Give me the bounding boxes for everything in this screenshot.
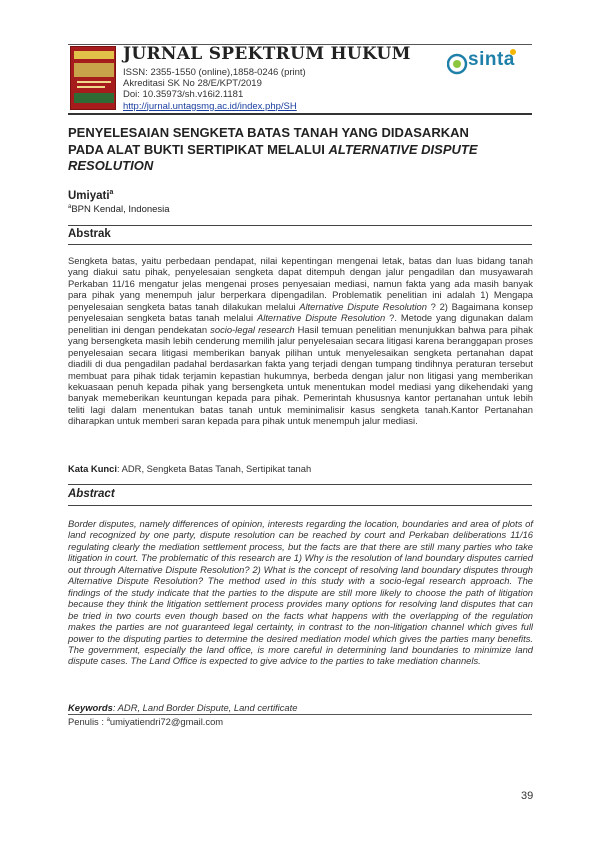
- abstract-heading: Abstract: [68, 488, 115, 500]
- abstrak-top-rule: [68, 225, 532, 226]
- kata-kunci: Kata Kunci: ADR, Sengketa Batas Tanah, Sertipikat tanah: [68, 463, 312, 474]
- abstract-top-rule: [68, 484, 532, 485]
- journal-name: JURNAL SPEKTRUM HUKUM: [123, 44, 411, 64]
- abstrak-body: Sengketa batas, yaitu perbedaan pendapat, nilai kepentingan mengenai letak, batas dan luas bidang tanah yang diakui satu pihak, penyelesaian sengketa dapat ditempuh dengan jalur pengadilan dan musyawarah Perkaban 11/16 mengatur jelas mengenai proses penyesaian mediasi, namun fakta yang ada masih banyak para pihak yang menempuh jalur berperkara dipengadilan. Problematik penelitian ini adalah 1) Mengapa penyelesaian sengketa batas tanah dilakukan melalui Alternative Dispute Resolution ? 2) Bagaimana konsep penyelesaian sengketa batas tanah melalui Alternative Dispute Resolution ?. Metode yang digunakan dalam penelitian ini dengan pendekatan socio-legal research Hasil temuan penelitian menunjukkan bahwa para pihak yang bersengketa masih lebih cenderung memilih jalur penyelesaian secara litigasi karena beranggapan proses penyelesaian secara litigasi memberikan banyak pilihan untuk menyelesaikan sengketa pertanahan dapat diadili di dua pengadilan padahal berdasarkan fakta yang terjadi dengan tumpang tindihnya peraturan tersebut membuat para pihak tidak terjamin kepastian hukumnya, berbeda dengan jalur non litigasi yang memberikan kekuasaan penuh kepada pihak yang bersengketa untuk menentukan model mediasi yang dikehendaki yang banyak memeberikan keuntungan kepada para pihak. Pemerintah khususnya kantor pertanahan untuk lebih teliti lagi dalam menentukan batas tanah untuk meminimalisir kasus sengketa tanah.Kantor Pertanahan diharapkan untuk memberi saran kepada para pihak untuk menempuh jalur mediasi.: [68, 255, 534, 427]
- keywords: Keywords: ADR, Land Border Dispute, Land certificate: [68, 702, 298, 713]
- abstract-bottom-rule: [68, 505, 532, 506]
- article-title: [68, 125, 533, 175]
- title-line-2: PADA ALAT BUKTI SERTIPIKAT MELALUI ALTERNATIVE DISPUTE: [68, 141, 478, 157]
- sinta-logo-text: sinta: [468, 49, 515, 70]
- author-affiliation: $^a$BPN Kendal, Indonesia: [68, 204, 170, 216]
- journal-meta: [123, 67, 306, 112]
- footnote-rule: [68, 714, 532, 715]
- journal-doi: Doi: 10.35973/sh.v16i2.1181: [123, 89, 244, 101]
- journal-issn: ISSN: 2355-1550 (online),1858-0246 (print): [123, 67, 306, 78]
- author-email-footnote: Penulis : $^a$umiyatiendri72@gmail.com: [68, 716, 224, 727]
- journal-url-link[interactable]: http://jurnal.untagsmg.ac.id/index.php/SH: [123, 100, 297, 112]
- abstrak-heading: Abstrak: [68, 228, 111, 240]
- author-name: Umiyati$^a$: [68, 189, 114, 202]
- title-line-3: RESOLUTION: [68, 158, 154, 173]
- abstract-body: Border disputes, namely differences of opinion, interests regarding the location, boundaries and area of plots of land recognized by one party, dispute resolution can be reached by court and Perkaban deliberations 11/16 regulating clearly the mediation settlement process, but the facts are that there are still many parties who take litigation in court. The problematic of this research are 1) Why is the resolution of land boundary disputes carried out through Alternative Dispute Resolution? 2) What is the concept of resolving land boundary disputes through Alternative Dispute Resolution? The method used in this study with a socio-legal research approach. The findings of the study indicate that the parties to the dispute are still more likely to choose the path of litigation because they think the litigation settlement process provides many options for resolving land disputes that can be tried in two courts even though based on the facts what happens with the overlapping of the regulation makes the parties are not guaranteed legal certainty, in contrast to the non-litigation channel which gives full power to the disputing parties to determine the desired mediation model which gives the parties many benefits. The government, especially the land office, is more careful in determining land boundaries to minimize land dispute cases. The Land Office is expected to give advice to the parties to take mediation channels.: [68, 518, 533, 667]
- header-bottom-rule: [68, 113, 532, 115]
- journal-accreditation: Akreditasi SK No 28/E/KPT/2019: [123, 78, 262, 90]
- journal-cover-icon: [70, 46, 116, 110]
- title-line-1: PENYELESAIAN SENGKETA BATAS TANAH YANG DIDASARKAN: [68, 125, 469, 140]
- abstrak-bottom-rule: [68, 244, 532, 245]
- page-number: 39: [521, 790, 534, 802]
